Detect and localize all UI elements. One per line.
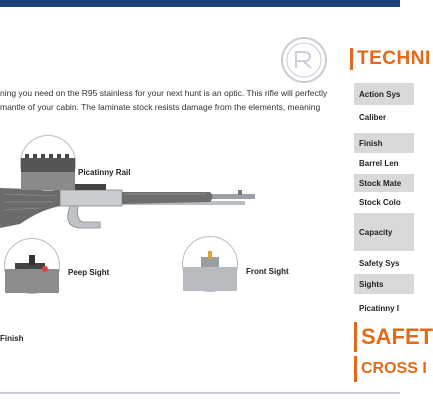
intro-line-2: mantle of your cabin. The laminate stock resists damage from the elements, meaning bbox=[0, 102, 321, 112]
peep-sight-label: Peep Sight bbox=[68, 268, 110, 277]
spec-row-stock-color: Stock Colo bbox=[359, 197, 401, 207]
spec-row-action: Action Sys bbox=[354, 83, 414, 105]
top-bar bbox=[0, 0, 400, 7]
brand-seal-logo bbox=[280, 36, 328, 84]
spec-row-safety-system: Safety Sys bbox=[359, 258, 400, 268]
front-sight-detail bbox=[182, 236, 238, 292]
picatinny-rail-label: Picatinny Rail bbox=[78, 168, 131, 177]
safety-subtitle: CROSS I bbox=[354, 356, 427, 382]
picatinny-rail-detail bbox=[20, 135, 76, 191]
spec-row-picatinny: Picatinny I bbox=[359, 303, 400, 313]
intro-line-1: ning you need on the R95 stainless for your next hunt is an optic. This rifle will perfectly bbox=[0, 88, 328, 98]
specs-title: TECHNI bbox=[350, 48, 431, 70]
spec-row-caliber: Caliber bbox=[359, 112, 387, 122]
spec-row-barrel-length: Barrel Len bbox=[359, 158, 399, 168]
front-sight-label: Front Sight bbox=[246, 267, 289, 276]
spec-row-finish: Finish bbox=[354, 133, 414, 153]
peep-sight-detail bbox=[4, 238, 60, 294]
spec-row-stock-material: Stock Mate bbox=[354, 174, 414, 192]
intro-paragraph bbox=[0, 86, 328, 114]
safety-title: SAFET bbox=[354, 322, 433, 352]
finish-label: Finish bbox=[0, 334, 24, 343]
spec-row-capacity: Capacity bbox=[354, 213, 414, 251]
spec-row-sights: Sights bbox=[354, 274, 414, 294]
bottom-divider bbox=[0, 392, 400, 394]
